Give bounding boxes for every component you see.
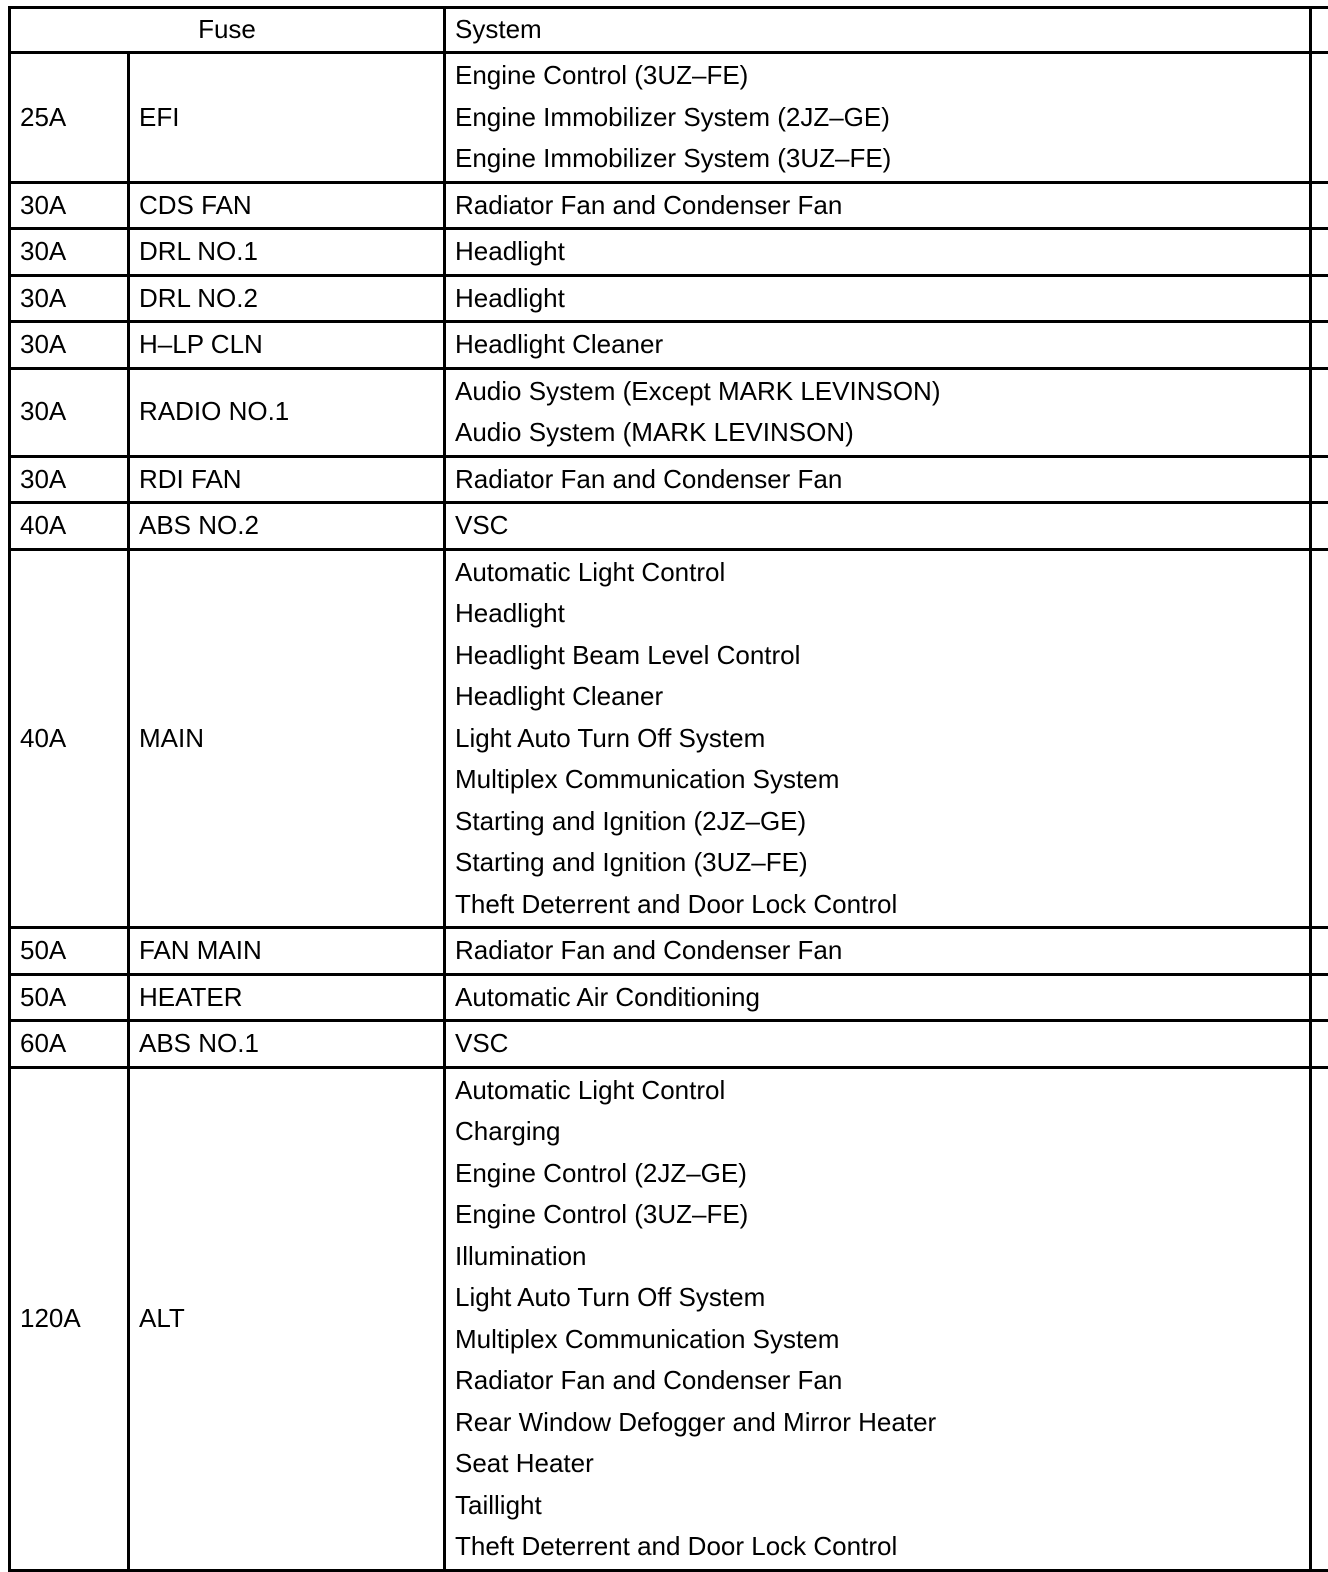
system-item: Seat Heater — [455, 1443, 1309, 1485]
system-item: Starting and Ignition (3UZ–FE) — [455, 842, 1309, 884]
blank-cell — [1311, 229, 1328, 276]
fuse-amperage: 120A — [10, 1067, 129, 1570]
system-list — [445, 182, 1311, 229]
system-item: Starting and Ignition (2JZ–GE) — [455, 801, 1309, 843]
system-item: Multiplex Communication System — [455, 1319, 1309, 1361]
system-item: Engine Control (3UZ–FE) — [455, 1194, 1309, 1236]
fuse-name: ABS NO.1 — [129, 1021, 445, 1068]
system-list — [445, 368, 1311, 456]
system-item: Radiator Fan and Condenser Fan — [455, 930, 1309, 972]
system-item: Engine Control (3UZ–FE) — [455, 55, 1309, 97]
system-item: Multiplex Communication System — [455, 759, 1309, 801]
system-list — [445, 322, 1311, 369]
system-list — [445, 1021, 1311, 1068]
table-row — [10, 503, 1328, 550]
system-item: Radiator Fan and Condenser Fan — [455, 459, 1309, 501]
blank-cell — [1311, 549, 1328, 928]
blank-cell — [1311, 275, 1328, 322]
system-item: Light Auto Turn Off System — [455, 1277, 1309, 1319]
fuse-table — [8, 6, 1328, 1572]
system-list — [445, 974, 1311, 1021]
system-column-header: System — [445, 8, 1311, 53]
system-item: Illumination — [455, 1236, 1309, 1278]
blank-cell — [1311, 503, 1328, 550]
fuse-name: RDI FAN — [129, 456, 445, 503]
system-list — [445, 456, 1311, 503]
fuse-name: CDS FAN — [129, 182, 445, 229]
header-row — [10, 8, 1328, 53]
system-item: Engine Control (2JZ–GE) — [455, 1153, 1309, 1195]
fuse-name: ABS NO.2 — [129, 503, 445, 550]
fuse-amperage: 40A — [10, 503, 129, 550]
system-item: Radiator Fan and Condenser Fan — [455, 185, 1309, 227]
blank-cell — [1311, 182, 1328, 229]
system-item: Light Auto Turn Off System — [455, 718, 1309, 760]
system-item: Headlight — [455, 593, 1309, 635]
blank-cell — [1311, 322, 1328, 369]
table-row — [10, 182, 1328, 229]
system-list — [445, 549, 1311, 928]
table-row — [10, 1067, 1328, 1570]
fuse-amperage: 30A — [10, 229, 129, 276]
blank-cell — [1311, 1067, 1328, 1570]
system-list — [445, 229, 1311, 276]
system-item: Automatic Light Control — [455, 552, 1309, 594]
system-item: Audio System (MARK LEVINSON) — [455, 412, 1309, 454]
system-item: Theft Deterrent and Door Lock Control — [455, 1526, 1309, 1568]
system-item: Headlight Cleaner — [455, 676, 1309, 718]
system-item: Headlight Beam Level Control — [455, 635, 1309, 677]
fuse-amperage: 30A — [10, 456, 129, 503]
blank-cell — [1311, 928, 1328, 975]
system-item: Radiator Fan and Condenser Fan — [455, 1360, 1309, 1402]
system-item: Automatic Light Control — [455, 1070, 1309, 1112]
system-list — [445, 503, 1311, 550]
table-row — [10, 549, 1328, 928]
table-row — [10, 322, 1328, 369]
table-row — [10, 928, 1328, 975]
fuse-name: DRL NO.1 — [129, 229, 445, 276]
fuse-amperage: 60A — [10, 1021, 129, 1068]
system-item: Rear Window Defogger and Mirror Heater — [455, 1402, 1309, 1444]
system-item: Charging — [455, 1111, 1309, 1153]
fuse-amperage: 30A — [10, 368, 129, 456]
system-list — [445, 1067, 1311, 1570]
table-row — [10, 1021, 1328, 1068]
fuse-amperage: 40A — [10, 549, 129, 928]
system-item: Audio System (Except MARK LEVINSON) — [455, 371, 1309, 413]
table-row — [10, 275, 1328, 322]
fuse-name: DRL NO.2 — [129, 275, 445, 322]
table-row — [10, 229, 1328, 276]
fuse-name: ALT — [129, 1067, 445, 1570]
table-row — [10, 974, 1328, 1021]
fuse-amperage: 50A — [10, 928, 129, 975]
system-item: Theft Deterrent and Door Lock Control — [455, 884, 1309, 926]
table-row — [10, 368, 1328, 456]
system-item: Headlight — [455, 231, 1309, 273]
system-item: Taillight — [455, 1485, 1309, 1527]
fuse-name: MAIN — [129, 549, 445, 928]
system-item: Headlight Cleaner — [455, 324, 1309, 366]
fuse-name: H–LP CLN — [129, 322, 445, 369]
system-item: VSC — [455, 1023, 1309, 1065]
system-item: Automatic Air Conditioning — [455, 977, 1309, 1019]
blank-cell — [1311, 456, 1328, 503]
fuse-amperage: 30A — [10, 275, 129, 322]
system-list — [445, 275, 1311, 322]
blank-column-header — [1311, 8, 1328, 53]
fuse-amperage: 30A — [10, 182, 129, 229]
table-row — [10, 53, 1328, 183]
system-list — [445, 53, 1311, 183]
blank-cell — [1311, 53, 1328, 183]
blank-cell — [1311, 974, 1328, 1021]
fuse-name: FAN MAIN — [129, 928, 445, 975]
system-item: Engine Immobilizer System (3UZ–FE) — [455, 138, 1309, 180]
fuse-amperage: 25A — [10, 53, 129, 183]
blank-cell — [1311, 368, 1328, 456]
fuse-name: RADIO NO.1 — [129, 368, 445, 456]
fuse-amperage: 30A — [10, 322, 129, 369]
system-item: Engine Immobilizer System (2JZ–GE) — [455, 97, 1309, 139]
blank-cell — [1311, 1021, 1328, 1068]
fuse-amperage: 50A — [10, 974, 129, 1021]
system-item: Headlight — [455, 278, 1309, 320]
table-row — [10, 456, 1328, 503]
system-list — [445, 928, 1311, 975]
fuse-column-header: Fuse — [10, 8, 445, 53]
fuse-name: HEATER — [129, 974, 445, 1021]
system-item: VSC — [455, 505, 1309, 547]
fuse-name: EFI — [129, 53, 445, 183]
